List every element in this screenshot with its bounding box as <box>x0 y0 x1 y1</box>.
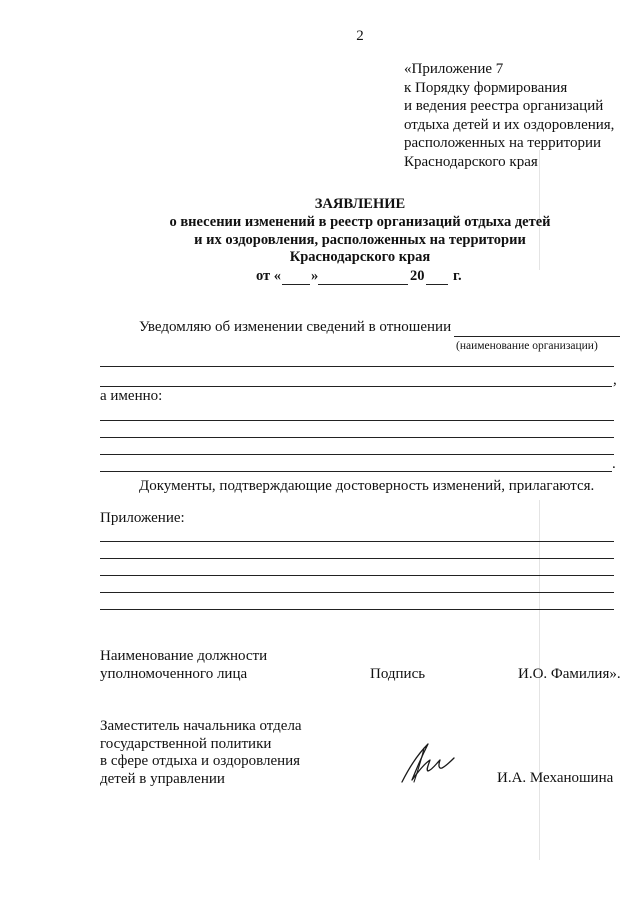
text-blank-line <box>100 386 612 387</box>
signer-line: в сфере отдыха и оздоровления <box>100 753 301 769</box>
org-name-hint: (наименование организации) <box>456 340 598 352</box>
appendix-line: расположенных на территории <box>404 135 602 151</box>
documents-text: Документы, подтверждающие достоверность изменений, прилагаются. <box>139 478 595 494</box>
heading-line: и их оздоровления, расположенных на территории <box>194 231 526 248</box>
heading-line: о внесении изменений в реестр организаций отдыха детей <box>169 213 551 230</box>
appendix-line: и ведения реестра организаций <box>404 98 604 114</box>
signer-name: И.А. Механошина <box>497 770 614 786</box>
text-blank-line <box>100 454 614 455</box>
notify-text: Уведомляю об изменении сведений в отношении <box>139 319 452 335</box>
comma-mark: , <box>613 372 617 388</box>
appendix-line: Краснодарского края <box>404 153 538 170</box>
namely-label: а именно: <box>100 388 163 404</box>
appendix-line: к Порядку формирования <box>404 79 568 96</box>
date-year-prefix: 20 <box>410 268 425 284</box>
date-month-blank <box>318 284 408 285</box>
attachment-label: Приложение: <box>100 510 185 526</box>
signer-position <box>100 718 302 788</box>
date-suffix: г. <box>453 268 462 284</box>
text-blank-line <box>100 471 612 472</box>
signature-label: Подпись <box>370 666 426 682</box>
signer-line: детей в управлении <box>100 770 225 787</box>
appendix-line: отдыха детей и их оздоровления, <box>404 116 615 133</box>
appendix-reference <box>404 60 614 171</box>
heading-line: Краснодарского края <box>289 249 431 266</box>
date-day-blank <box>282 284 310 285</box>
position-line2: уполномоченного лица <box>100 666 248 682</box>
date-mid: » <box>311 268 319 284</box>
period-mark: . <box>612 456 616 472</box>
document-title: ЗАЯВЛЕНИЕ <box>314 196 406 212</box>
attachment-blank-line <box>100 609 614 610</box>
org-name-blank <box>454 336 620 337</box>
text-blank-line <box>100 420 614 421</box>
attachment-blank-line <box>100 541 614 542</box>
position-line1: Наименование должности <box>100 648 268 664</box>
page-number: 2 <box>356 28 364 44</box>
appendix-line: «Приложение 7 <box>404 61 504 77</box>
text-blank-line <box>100 366 614 367</box>
attachment-blank-line <box>100 575 614 576</box>
attachment-blank-line <box>100 592 614 593</box>
text-blank-line <box>100 437 614 438</box>
signer-line: Заместитель начальника отдела <box>100 718 302 734</box>
document-heading <box>160 196 560 267</box>
date-year-blank <box>426 284 448 285</box>
attachment-blank-line <box>100 558 614 559</box>
signer-line: государственной политики <box>100 735 272 752</box>
date-row <box>256 268 486 288</box>
date-prefix: от « <box>256 268 282 284</box>
handwritten-signature <box>398 740 460 786</box>
name-label: И.О. Фамилия». <box>518 666 621 682</box>
